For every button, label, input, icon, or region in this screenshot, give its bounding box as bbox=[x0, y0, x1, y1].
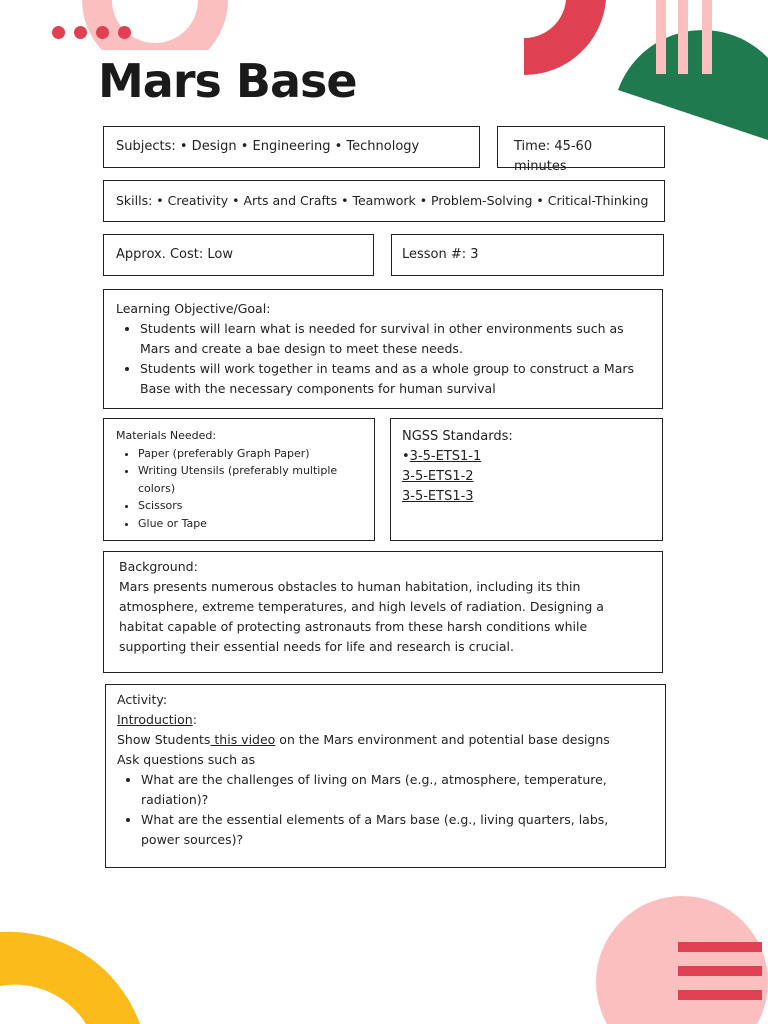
introduction-colon: : bbox=[192, 712, 197, 727]
materials-item: • Paper (preferably Graph Paper) bbox=[138, 445, 362, 463]
background-text: Mars presents numerous obstacles to human habitation, including its thin atmosphere, extreme temperatures, and high levels of radiation. Designing a habitat capable of protecting astronauts from these harsh conditions while supporting their essential needs for life and research is crucial. bbox=[119, 579, 604, 654]
ngss-bullet: • bbox=[402, 449, 410, 464]
materials-item: • Writing Utensils (preferably multiple colors) bbox=[138, 462, 362, 497]
lesson-box bbox=[391, 234, 664, 276]
skills-box bbox=[103, 180, 665, 222]
dot-2 bbox=[74, 26, 87, 39]
objective-item: • Students will work together in teams and as a whole group to construct a Mars Base with the necessary components for human survival bbox=[140, 359, 650, 399]
cost-box bbox=[103, 234, 374, 276]
objective-item: • Students will learn what is needed for survival in other environments such as Mars and create a bae design to meet these needs. bbox=[140, 319, 650, 359]
top-red-crescent bbox=[520, 0, 610, 80]
ngss-link-1[interactable]: 3-5-ETS1-1 bbox=[409, 449, 482, 464]
subjects-text: Subjects: • Design • Engineering • Technology bbox=[116, 139, 420, 154]
subjects-box bbox=[103, 126, 480, 168]
ask-text: Ask questions such as bbox=[117, 752, 256, 767]
question-item: • What are the challenges of living on Mars (e.g., atmosphere, temperature, radiation)? bbox=[141, 770, 654, 810]
dot-4 bbox=[118, 26, 131, 39]
objective-box bbox=[103, 289, 663, 409]
ngss-link-2[interactable]: 3-5-ETS1-2 bbox=[402, 469, 474, 484]
activity-box bbox=[105, 684, 666, 868]
dot-1 bbox=[52, 26, 65, 39]
activity-heading: Activity: bbox=[117, 692, 168, 707]
dot-3 bbox=[96, 26, 109, 39]
time-text: Time: 45-60 minutes bbox=[514, 139, 593, 174]
materials-item: • Scissors bbox=[138, 497, 362, 515]
skills-text: Skills: • Creativity • Arts and Crafts • Teamwork • Problem-Solving • Critical-Thinking bbox=[116, 193, 649, 208]
bottom-yellow-ring bbox=[0, 924, 145, 1024]
show-suffix: on the Mars environment and potential base designs bbox=[275, 732, 610, 747]
cost-text: Approx. Cost: Low bbox=[116, 247, 233, 262]
video-link[interactable]: this video bbox=[210, 732, 276, 747]
materials-box bbox=[103, 418, 375, 541]
materials-heading: Materials Needed: bbox=[116, 429, 217, 442]
ngss-link-3[interactable]: 3-5-ETS1-3 bbox=[402, 489, 474, 504]
time-box bbox=[497, 126, 665, 174]
introduction-label: Introduction bbox=[117, 712, 193, 727]
lesson-text: Lesson #: 3 bbox=[402, 247, 479, 262]
show-prefix: Show Students bbox=[117, 732, 211, 747]
question-item: • What are the essential elements of a Mars base (e.g., living quarters, labs, power sources)? bbox=[141, 810, 654, 850]
materials-item: • Glue or Tape bbox=[138, 515, 362, 533]
page-title: Mars Base bbox=[98, 54, 357, 108]
ngss-box bbox=[390, 418, 663, 541]
background-heading: Background: bbox=[119, 559, 198, 574]
bottom-red-stripes bbox=[678, 940, 768, 1004]
background-box bbox=[103, 551, 663, 673]
ngss-heading: NGSS Standards: bbox=[402, 429, 513, 444]
objective-heading: Learning Objective/Goal: bbox=[116, 301, 271, 316]
top-pink-bars bbox=[650, 0, 720, 76]
top-pink-ring bbox=[70, 0, 240, 50]
